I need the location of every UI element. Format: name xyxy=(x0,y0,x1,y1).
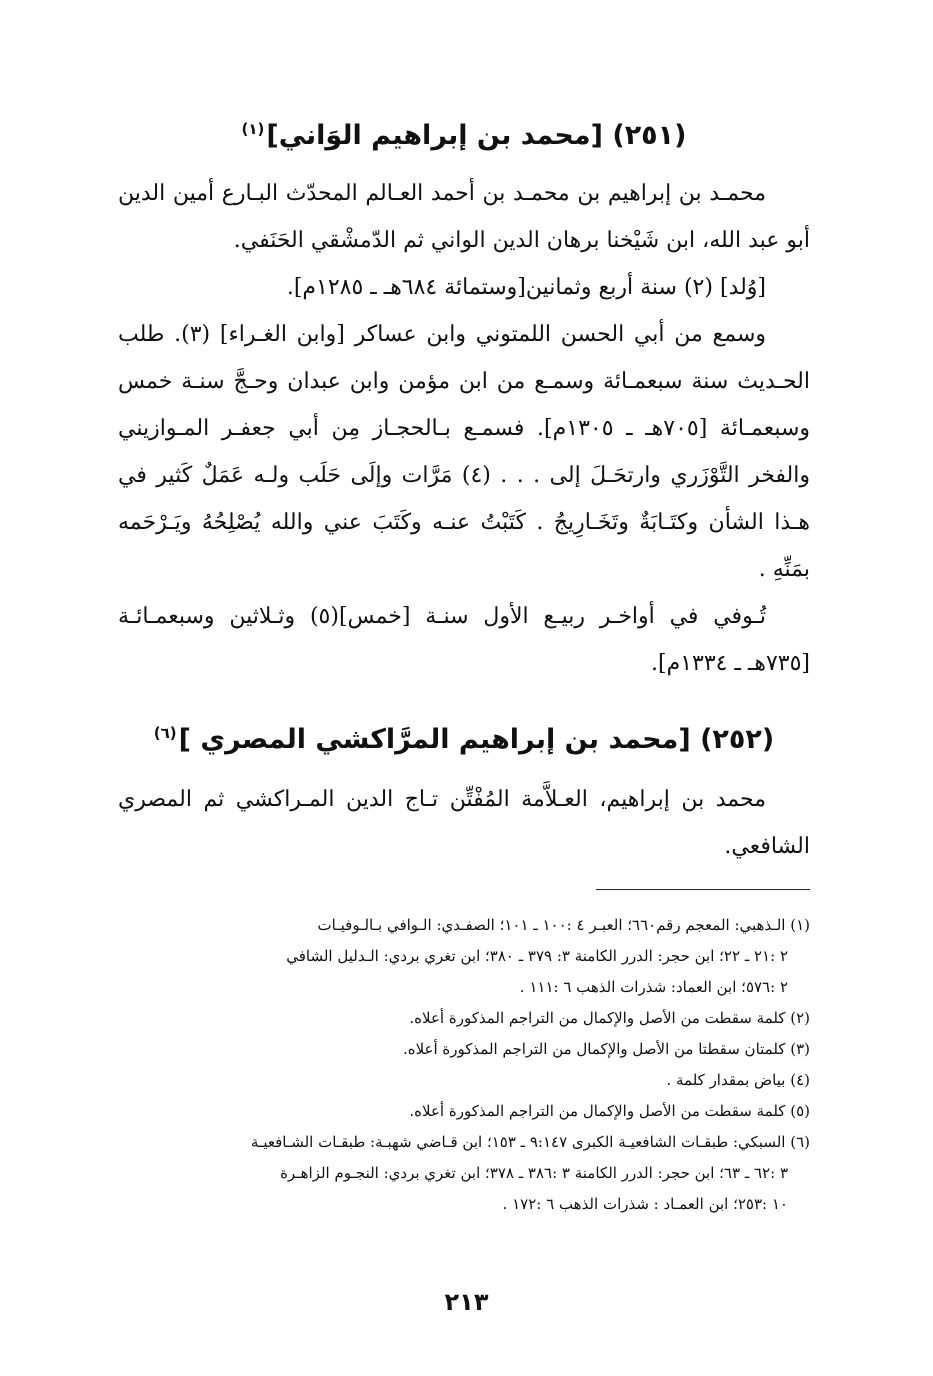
page-number: ٢١٣ xyxy=(444,1288,489,1316)
footnote-6 xyxy=(118,1127,810,1220)
entry-251-heading xyxy=(118,116,810,156)
entry-252-heading xyxy=(118,720,810,760)
entry-252-body xyxy=(118,776,810,870)
entry-252-footnote-ref: (٦) xyxy=(153,724,177,742)
footnote-1-line: ٢ :٥٧٦؛ ابن العماد: شذرات الذهب ٦ :١١١ . xyxy=(519,978,788,996)
footnote-6-line: (٦) السبكي: طبقـات الشافعيـة الكبرى ٩:١٤٧ ـ ١٥٣؛ ابن قـاضي شهبـة: طبقـات الشـافعيـة xyxy=(250,1133,810,1151)
entry-251-paragraph-birth: [وُلد] (٢) سنة أربع وثمانين[وستمائة ٦٨٤هـ ـ ١٢٨٥م]. xyxy=(286,275,766,300)
entry-252-title: (٢٥٢) [محمد بن إبراهيم المرَّاكشي المصري ] xyxy=(178,724,775,755)
entry-251-title: (٢٥١) [محمد بن إبراهيم الوَاني] xyxy=(266,120,687,151)
footnote-6-line: ٣ :٦٢ ـ ٦٣؛ ابن حجر: الدرر الكامنة ٣ :٣٨٦ ـ ٣٧٨؛ ابن تغري بردي: النجـوم الزاهـرة xyxy=(280,1164,788,1182)
footnote-4-line: (٤) بياض بمقدار كلمة . xyxy=(666,1071,810,1089)
entry-252-paragraph-name: محمد بن إبراهيم، العـلاَّمة المُفْتِّن تـاج الدين المـراكشي ثم المصري الشافعي. xyxy=(118,787,810,859)
footnote-3-line: (٣) كلمتان سقطتا من الأصل والإكمال من التراجم المذكورة أعلاه. xyxy=(402,1040,810,1058)
entry-251-body xyxy=(118,170,810,687)
entry-251-paragraph-studies: وسمع من أبي الحسن اللمتوني وابن عساكر [وابن الغـراء] (٣). طلب الحـديث سنة سبعمـائة وسمـع من ابن مؤمن وابن عبدان وحـجَّ سنـة خمس وسبعمـائة [٧٠٥هـ ـ ١٣٠٥م]. فسمـع بـالحجـاز مِن أبي جعفـر المـوازيني والفخر التَّوْزَري وارتحَـلَ إلى . . . (٤) مَرَّات وإلَى حَلَب ولـه عَمَلٌ كَثير في هـذا الشأن وكتَـابَةٌ وتَخَـارِيجُ . كَتَبْتُ عنـه وكَتَبَ عني والله يُصْلِحُهُ ويَـرْحَمه بمَنِّهِ . xyxy=(118,322,811,582)
footnote-1 xyxy=(118,910,810,1003)
footnote-2 xyxy=(118,1003,810,1034)
footnote-1-line: ٢ :٢١ ـ ٢٢؛ ابن حجر: الدرر الكامنة ٣: ٣٧٩ ـ ٣٨٠؛ ابن تغري بردي: الـدليل الشافي xyxy=(286,947,788,965)
footnote-5-line: (٥) كلمة سقطت من الأصل والإكمال من التراجم المذكورة أعلاه. xyxy=(409,1102,810,1120)
entry-251-paragraph-death: تُـوفي في أواخـر ربيـع الأول سنـة [خمس](٥) وثـلاثين وسبعمـائـة [٧٣٥هـ ـ ١٣٣٤م]. xyxy=(118,604,810,676)
footnote-4 xyxy=(118,1065,810,1096)
entry-251-paragraph-name: محمـد بن إبراهيم بن محمـد بن أحمد العـالم المحدّث البـارع أمين الدين أبو عبد الله، ابن شَيْخنا برهان الدين الواني ثم الدّمشْقي الحَنَفي. xyxy=(118,181,810,253)
footnote-6-line: ١٠ :٢٥٣؛ ابن العمـاد : شذرات الذهب ٦ :١٧٢ . xyxy=(502,1195,788,1213)
footnote-3 xyxy=(118,1034,810,1065)
footnotes xyxy=(118,910,810,1220)
footnote-1-line: (١) الـذهبي: المعجم رقم٦٦٠؛ العبـر ٤ :١٠٠ ـ ١٠١؛ الصفـدي: الـوافي بـالـوفيـات xyxy=(317,916,810,934)
entry-251-footnote-ref: (١) xyxy=(241,120,265,138)
footnote-separator xyxy=(596,889,810,890)
footnote-2-line: (٢) كلمة سقطت من الأصل والإكمال من التراجم المذكورة أعلاه. xyxy=(409,1009,810,1027)
footnote-5 xyxy=(118,1096,810,1127)
